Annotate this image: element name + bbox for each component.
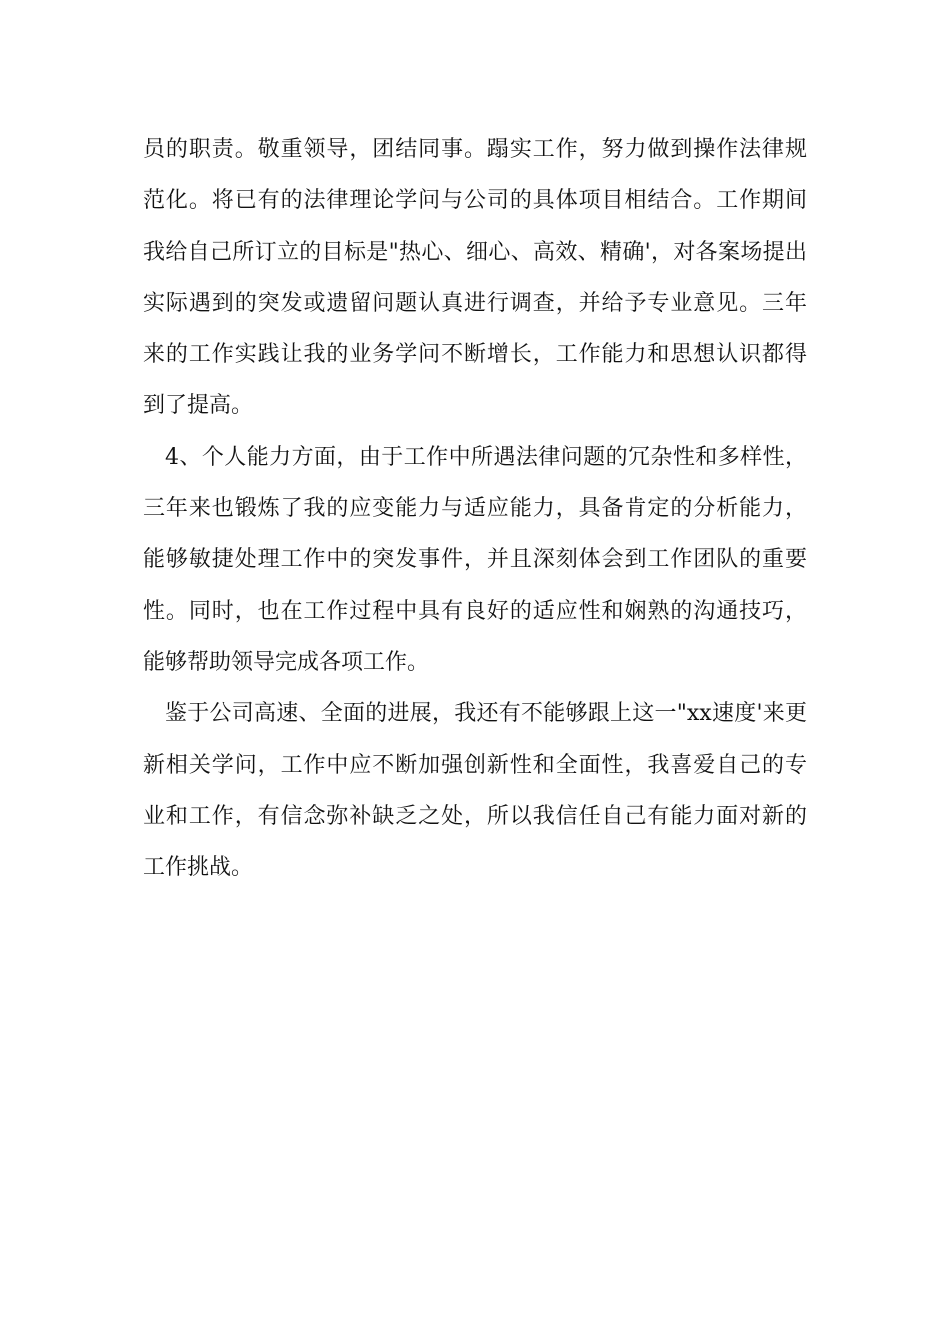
- text-line: 实际遇到的突发或遗留问题认真进行调查，并给予专业意见。三年: [143, 290, 807, 316]
- paragraph-personal-ability: [143, 432, 807, 688]
- text-line: 鉴于公司高速、全面的进展，我还有不能够跟上这一"xx速度'来更: [165, 701, 807, 727]
- text-line: 范化。将已有的法律理论学问与公司的具体项目相结合。工作期间: [143, 188, 807, 214]
- text-line: 到了提高。: [143, 393, 254, 419]
- paragraph-duties: [143, 124, 807, 432]
- text-line: 我给自己所订立的目标是"热心、细心、高效、精确'，对各案场提出: [143, 239, 807, 265]
- text-line: 4、个人能力方面，由于工作中所遇法律问题的冗杂性和多样性，: [165, 444, 807, 470]
- text-line: 能够帮助领导完成各项工作。: [143, 649, 430, 675]
- document-body: [143, 124, 807, 893]
- text-line: 工作挑战。: [143, 855, 254, 881]
- text-line: 业和工作，有信念弥补缺乏之处，所以我信任自己有能力面对新的: [143, 803, 807, 829]
- paragraph-conclusion: [143, 688, 807, 893]
- text-line: 三年来也锻炼了我的应变能力与适应能力，具备肯定的分析能力，: [143, 496, 807, 522]
- text-line: 员的职责。敬重领导，团结同事。蹋实工作，努力做到操作法律规: [143, 137, 807, 162]
- text-line: 来的工作实践让我的业务学问不断增长，工作能力和思想认识都得: [143, 342, 807, 368]
- text-line: 新相关学问，工作中应不断加强创新性和全面性，我喜爱自己的专: [143, 752, 807, 778]
- text-line: 能够敏捷处理工作中的突发事件，并且深刻体会到工作团队的重要: [143, 547, 807, 573]
- text-line: 性。同时，也在工作过程中具有良好的适应性和娴熟的沟通技巧，: [143, 598, 807, 624]
